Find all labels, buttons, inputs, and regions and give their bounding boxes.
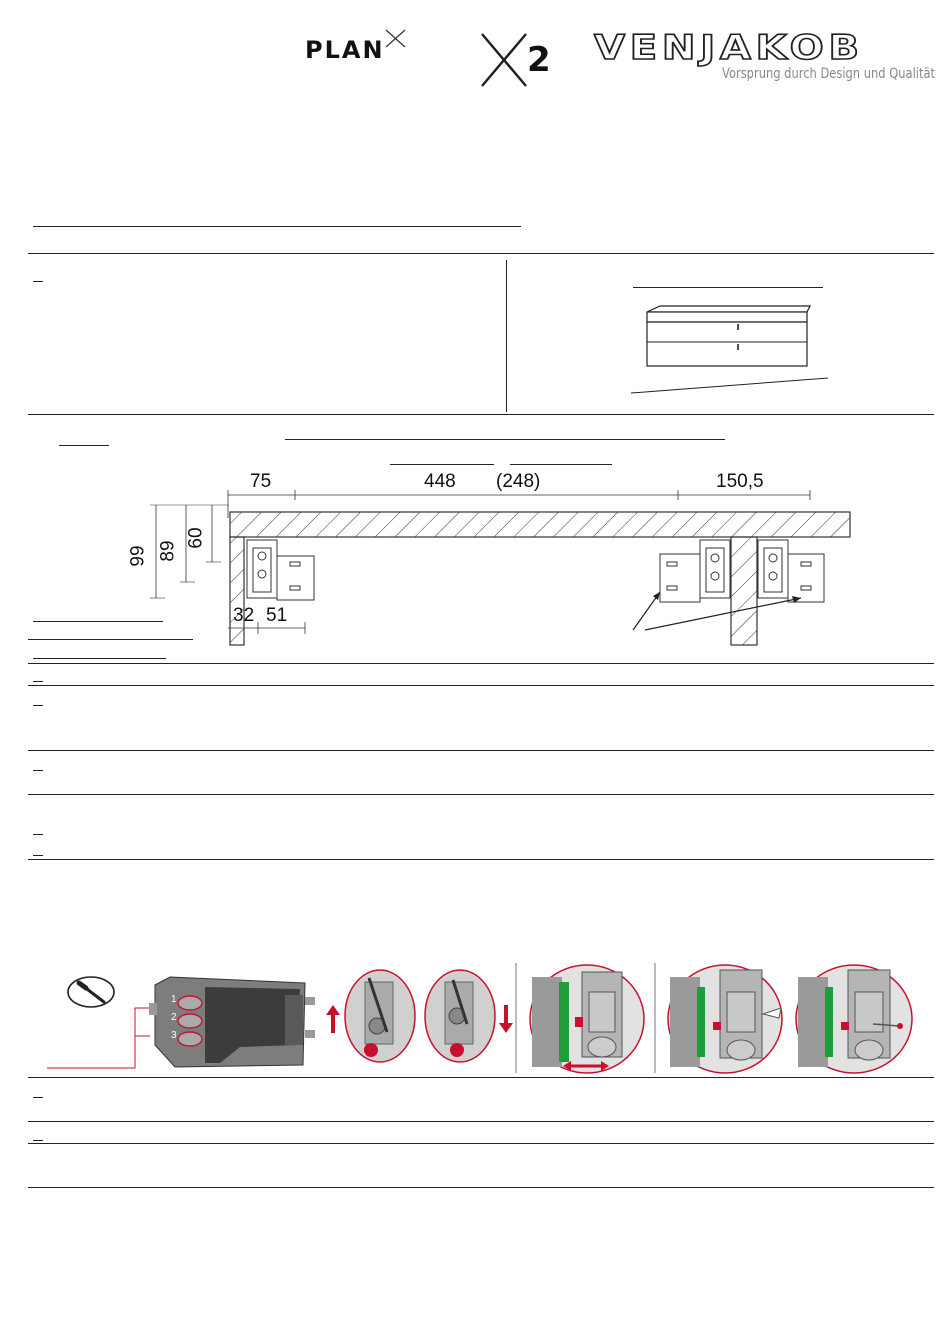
hinge-bracket-right-b bbox=[758, 540, 824, 602]
detail-circle-height-down bbox=[423, 968, 497, 1064]
step-label-2: 2 bbox=[171, 1012, 177, 1023]
item-marker bbox=[33, 281, 43, 282]
dim-60: 60 bbox=[185, 527, 207, 549]
brand-tagline: Vorsprung durch Design und Qualität bbox=[722, 66, 935, 82]
item-marker bbox=[33, 681, 43, 682]
pointer-arrow bbox=[645, 598, 801, 630]
arrow-down-icon bbox=[499, 1005, 513, 1035]
item-marker bbox=[33, 1140, 43, 1141]
item-marker bbox=[33, 834, 43, 835]
brand-name: VENJAKOB bbox=[594, 28, 864, 68]
step-separator bbox=[515, 963, 517, 1073]
lowboard-sketch bbox=[625, 300, 840, 400]
plan-logo: PLAN bbox=[305, 36, 385, 64]
section-rule bbox=[28, 1121, 934, 1122]
heading-underline bbox=[390, 464, 494, 465]
section-rule bbox=[28, 1143, 934, 1144]
arrow-up-icon bbox=[326, 1005, 340, 1035]
section-rule bbox=[28, 685, 934, 686]
item-marker bbox=[33, 770, 43, 771]
detail-circle-side-adjust bbox=[527, 962, 647, 1076]
dim-51: 51 bbox=[266, 605, 288, 626]
item-marker bbox=[33, 855, 43, 856]
title-underline bbox=[33, 226, 521, 227]
item-marker bbox=[33, 1097, 43, 1098]
cabinet-top-board bbox=[230, 512, 850, 537]
section-rule bbox=[28, 794, 934, 795]
dim-75: 75 bbox=[250, 471, 272, 492]
step-label-3: 3 bbox=[171, 1030, 177, 1041]
section-rule bbox=[28, 414, 934, 415]
product-title-underline bbox=[633, 287, 823, 288]
step-separator bbox=[654, 963, 656, 1073]
heading-underline bbox=[285, 439, 725, 440]
cabinet-side-left bbox=[230, 537, 244, 645]
dim-448: 448 bbox=[424, 471, 456, 492]
dim-89: 89 bbox=[157, 540, 179, 562]
dim-248: (248) bbox=[496, 471, 541, 492]
hinge-bracket-left bbox=[247, 540, 314, 600]
hinge-bracket-right-a bbox=[660, 540, 730, 602]
dim-32: 32 bbox=[233, 605, 255, 626]
dim-99: 99 bbox=[127, 545, 149, 567]
table-top-rule bbox=[28, 253, 934, 254]
section-rule bbox=[28, 859, 934, 860]
detail-circle-height-up bbox=[343, 968, 417, 1064]
heading-underline bbox=[510, 464, 612, 465]
cabinet-partition bbox=[731, 537, 757, 645]
callout-lines bbox=[45, 1000, 155, 1075]
item-marker bbox=[33, 705, 43, 706]
x2-logo-x-icon bbox=[478, 31, 530, 89]
x2-logo-digit: 2 bbox=[527, 40, 551, 80]
detail-circle-depth-1 bbox=[665, 962, 785, 1076]
caption-underline bbox=[33, 658, 166, 659]
section-divider-vertical bbox=[506, 260, 507, 412]
plan-logo-x-icon bbox=[384, 28, 408, 50]
section-rule bbox=[28, 750, 934, 751]
heading-underline bbox=[59, 445, 109, 446]
section-rule bbox=[28, 663, 934, 664]
section-rule bbox=[28, 1077, 934, 1078]
section-rule bbox=[28, 1187, 934, 1188]
dim-150-5: 150,5 bbox=[716, 471, 764, 492]
step-label-1: 1 bbox=[171, 994, 177, 1005]
detail-circle-depth-2 bbox=[793, 962, 915, 1076]
